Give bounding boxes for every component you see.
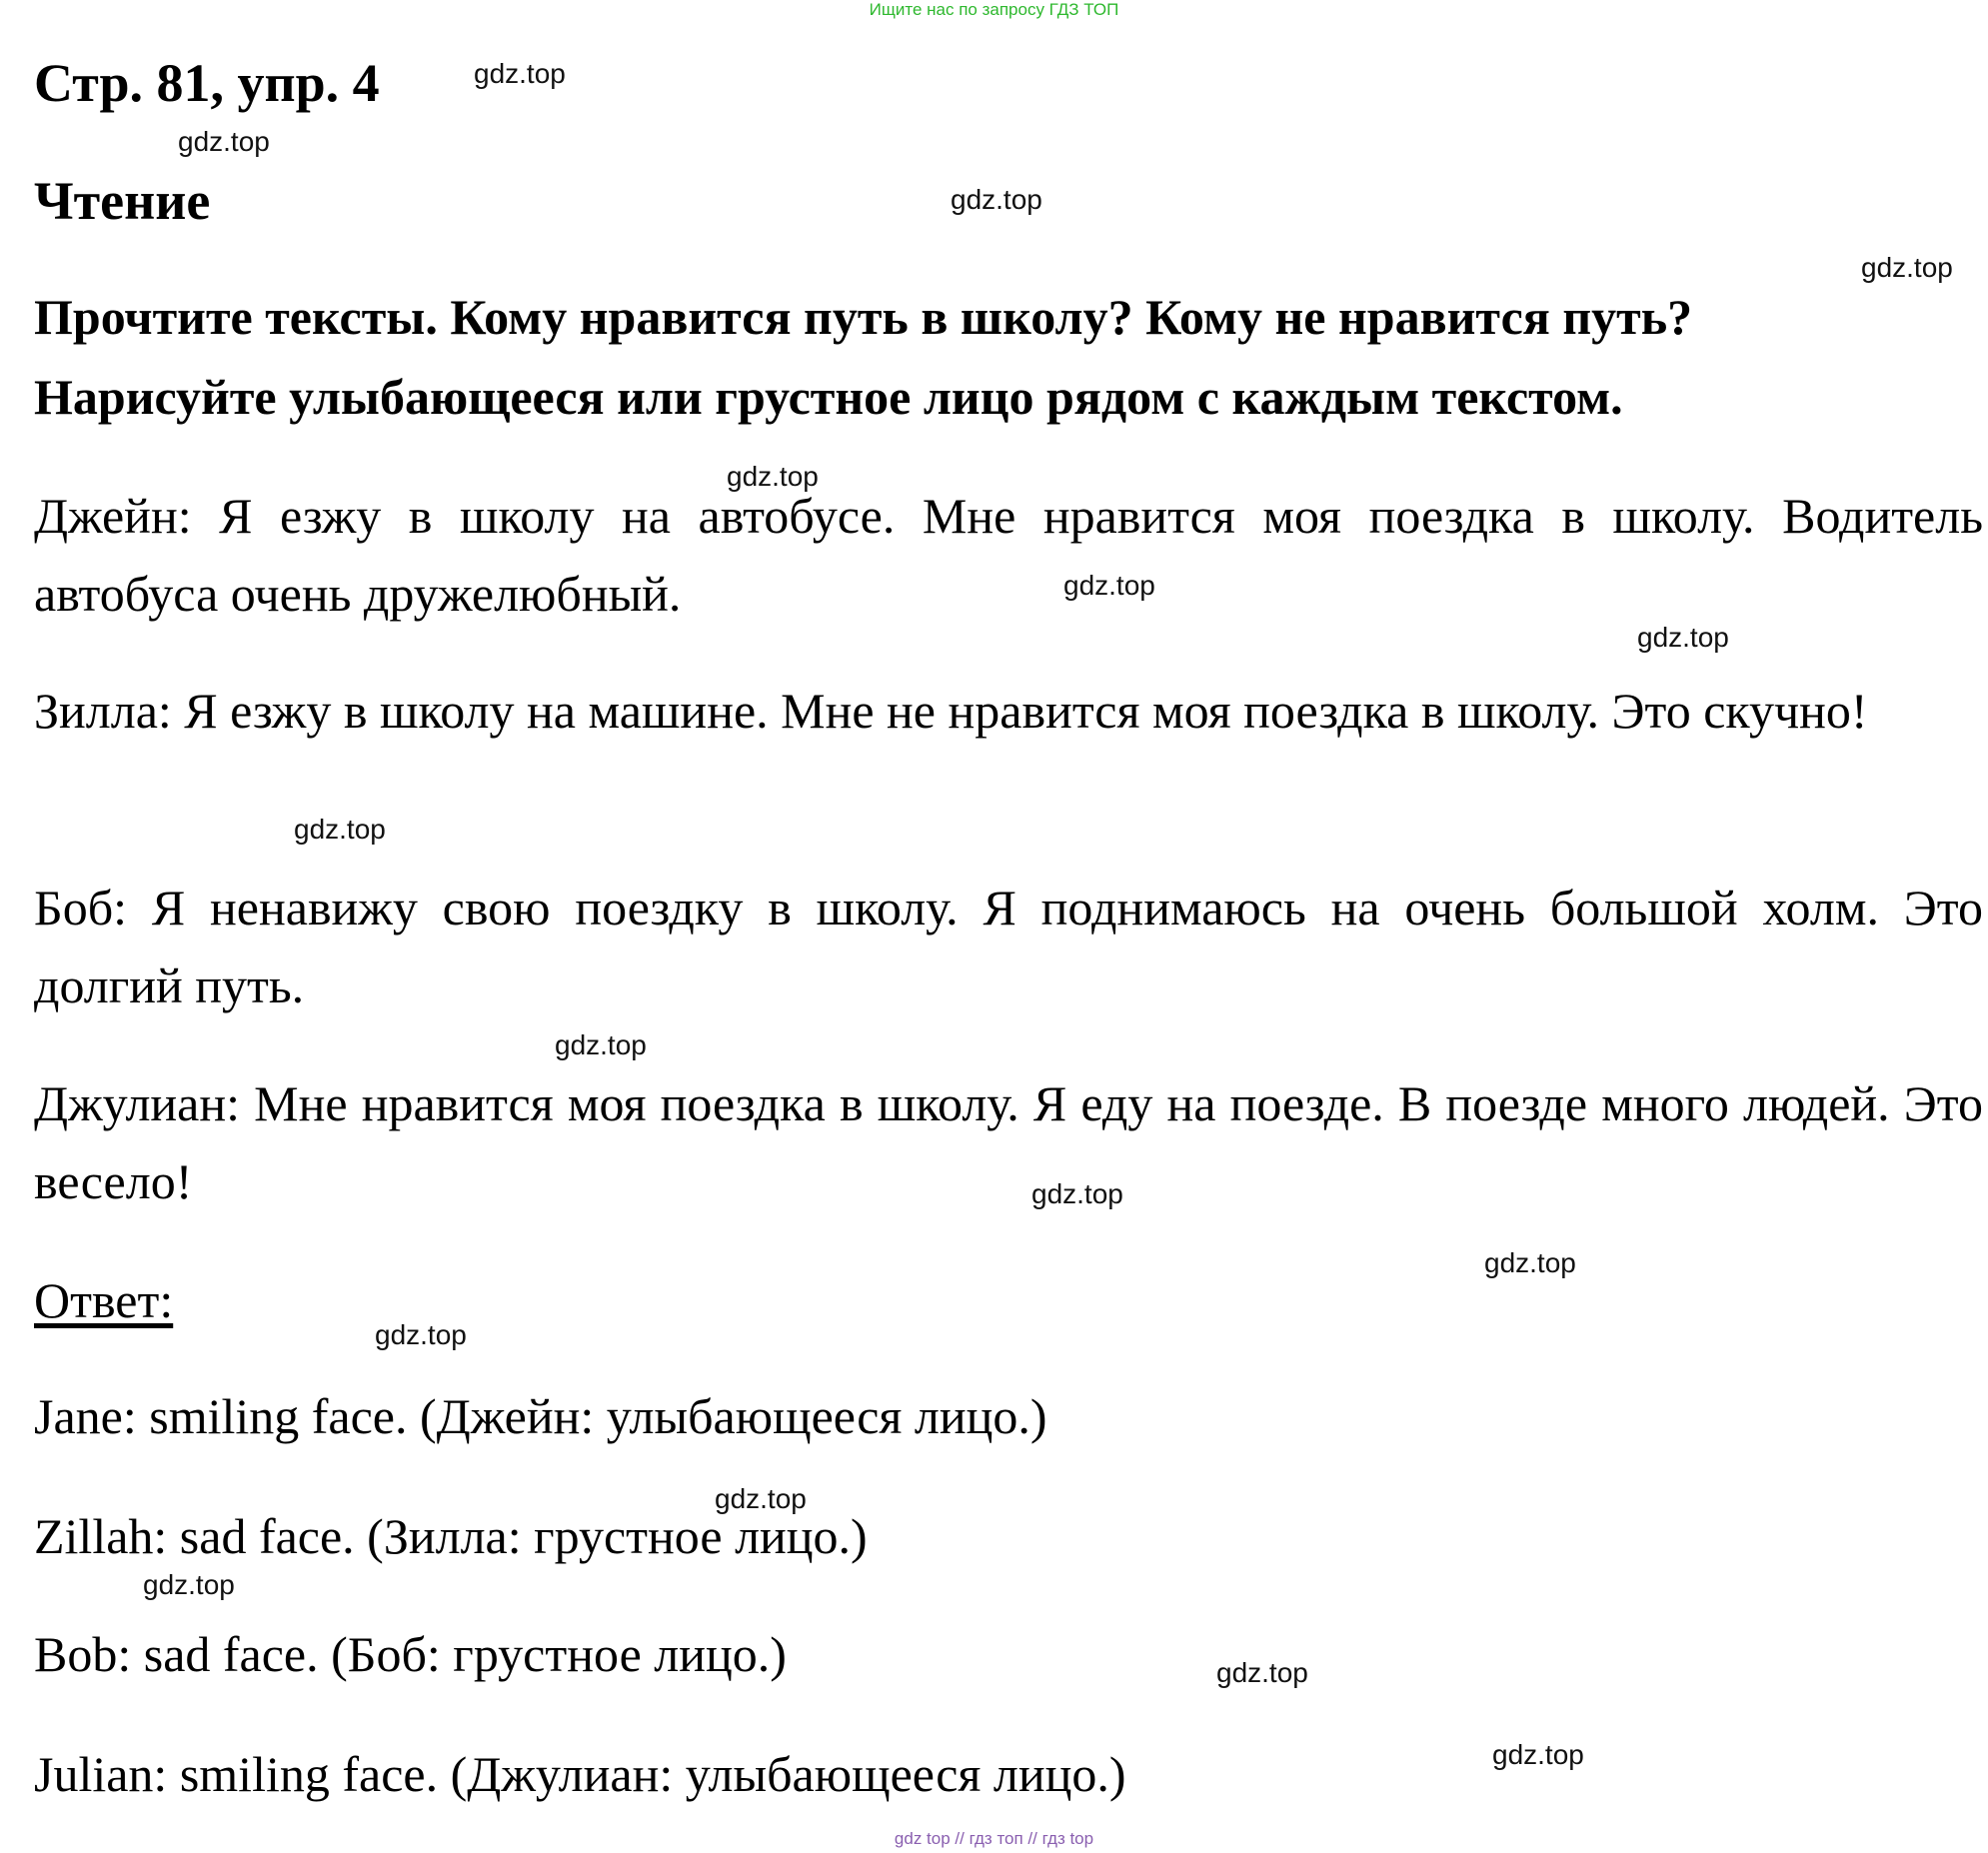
task-instruction-line-2: Нарисуйте улыбающееся или грустное лицо рядом с каждым текстом. [34,369,1623,425]
watermark: gdz.top [375,1319,467,1350]
page-title: Стр. 81, упр. 4 [34,53,380,113]
reading-text-julian: Джулиан: Мне нравится моя поездка в школу. Я еду на поезде. В поезде много людей. Это весело! [34,1075,1983,1209]
answer-item: Zillah: sad face. (Зилла: грустное лицо.) [34,1508,868,1564]
watermark: gdz.top [143,1569,235,1600]
answer-item: Bob: sad face. (Боб: грустное лицо.) [34,1626,787,1682]
reading-text-jane: Джейн: Я езжу в школу на автобусе. Мне нравится моя поездка в школу. Водитель автобуса очень дружелюбный. [34,488,1983,622]
task-instruction-line-1: Прочтите тексты. Кому нравится путь в школу? Кому не нравится путь? [34,289,1693,345]
watermark: gdz.top [178,126,270,157]
watermark: gdz.top [1216,1657,1308,1688]
watermark: gdz.top [1861,252,1953,283]
section-heading: Чтение [34,171,211,231]
watermark: gdz.top [727,461,819,492]
top-banner: Ищите нас по запросу ГДЗ ТОП [869,0,1119,19]
watermark: gdz.top [1484,1247,1576,1278]
watermark: gdz.top [951,184,1042,215]
watermark: gdz.top [715,1483,807,1514]
reading-text-zillah: Зилла: Я езжу в школу на машине. Мне не нравится моя поездка в школу. Это скучно! [34,683,1868,739]
answer-item: Julian: smiling face. (Джулиан: улыбающееся лицо.) [34,1746,1126,1802]
watermark: gdz.top [1063,570,1155,601]
watermark: gdz.top [294,814,386,845]
watermark: gdz.top [1492,1739,1584,1770]
footer: gdz top // гдз топ // гдз top [894,1829,1094,1848]
watermark: gdz.top [1031,1178,1123,1209]
answer-heading: Ответ: [34,1272,174,1328]
watermark: gdz.top [555,1029,647,1060]
watermark: gdz.top [474,58,566,89]
watermark: gdz.top [1637,622,1729,653]
answer-item: Jane: smiling face. (Джейн: улыбающееся лицо.) [34,1388,1047,1444]
reading-text-bob: Боб: Я ненавижу свою поездку в школу. Я поднимаюсь на очень большой холм. Это долгий путь. [34,880,1983,1013]
